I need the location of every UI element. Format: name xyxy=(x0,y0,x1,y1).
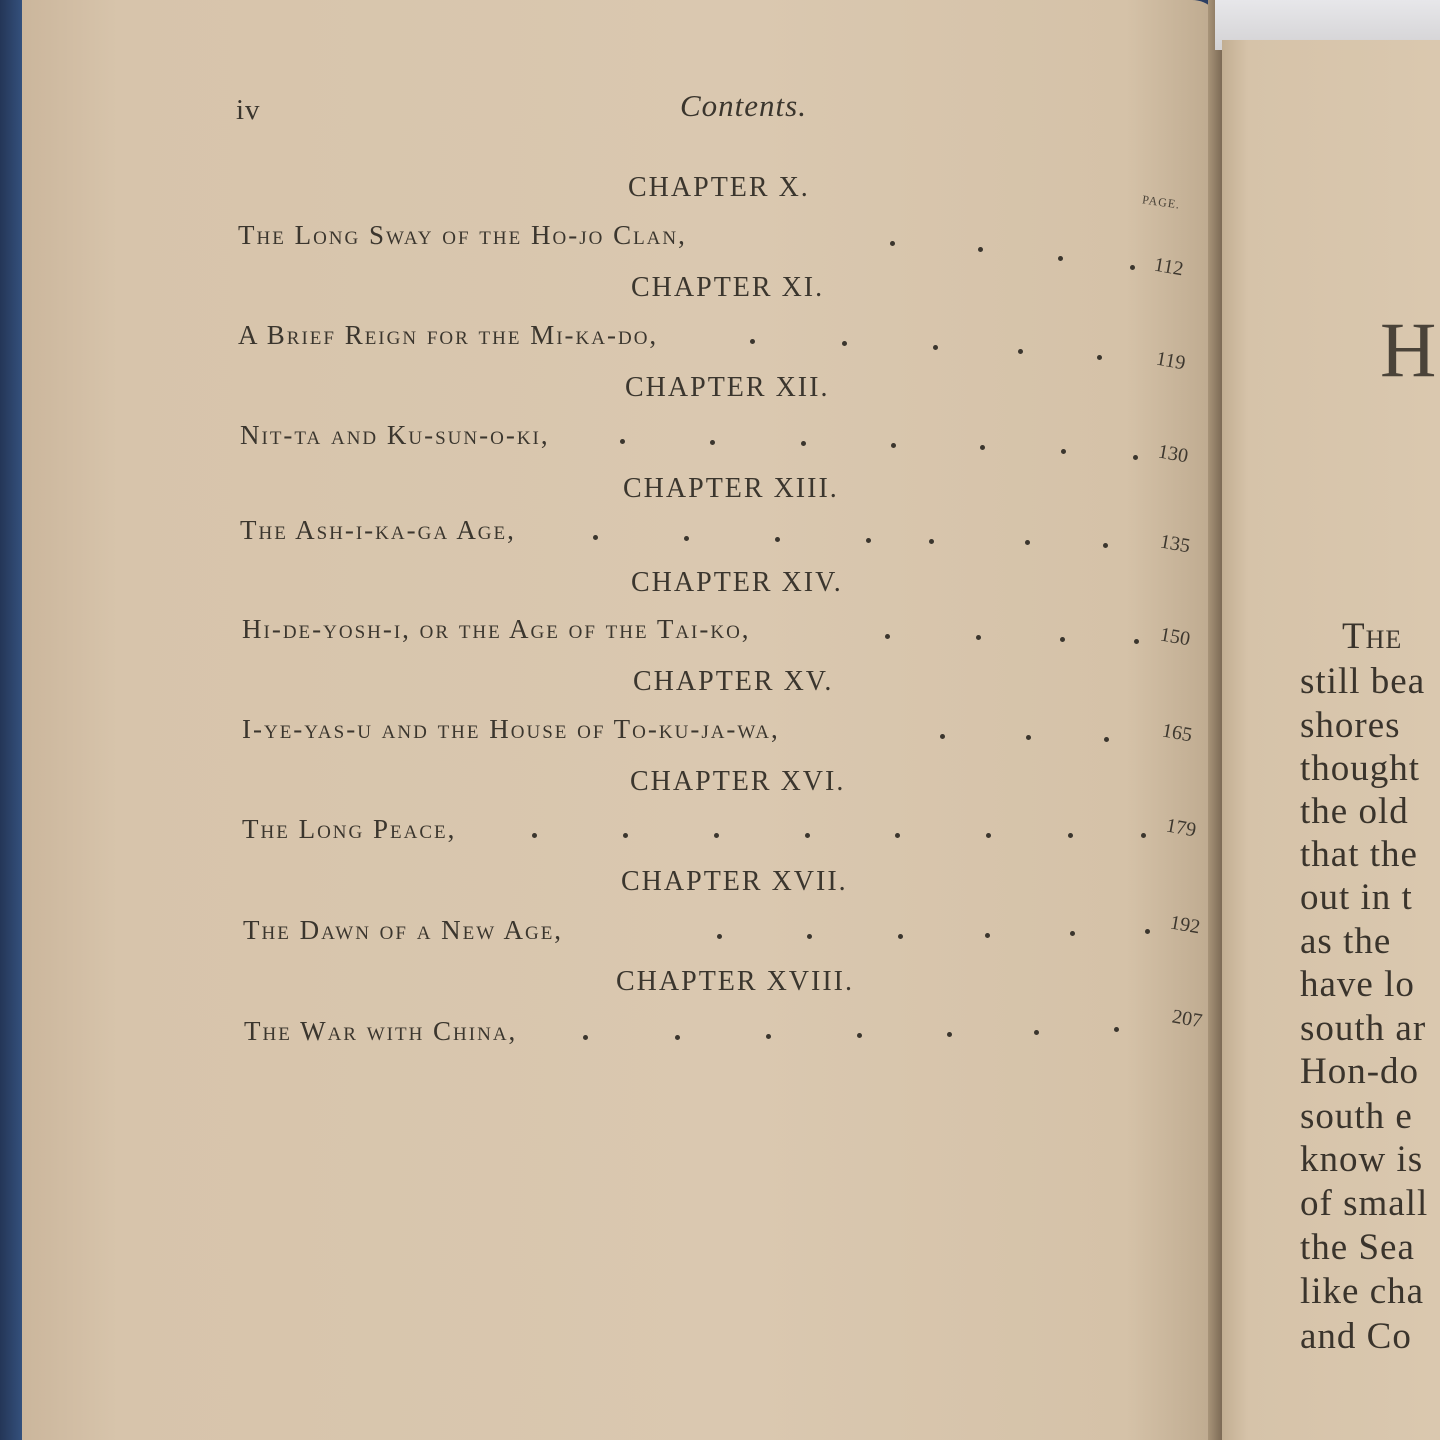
leader-dot xyxy=(1026,735,1031,740)
chapter-title: The Long Peace, xyxy=(242,814,457,844)
leader-dot xyxy=(684,536,689,541)
page-number: 135 xyxy=(1158,530,1192,558)
leader-dot xyxy=(940,734,945,739)
leader-dot xyxy=(620,439,625,444)
chapter-heading: CHAPTER XVII. xyxy=(621,866,848,897)
leader-dot xyxy=(978,247,983,252)
chapter-heading: CHAPTER XV. xyxy=(633,666,834,697)
text-line: shores xyxy=(1300,705,1401,746)
leader-dot xyxy=(1114,1027,1119,1032)
leader-dot xyxy=(1145,929,1150,934)
leader-dot xyxy=(623,833,628,838)
leader-dot xyxy=(675,1035,680,1040)
chapter-title: The Dawn of a New Age, xyxy=(243,915,564,945)
leader-dot xyxy=(895,833,900,838)
leader-dot xyxy=(1034,1030,1039,1035)
text-line: have lo xyxy=(1300,964,1415,1005)
leader-dot xyxy=(1060,637,1065,642)
page-folio: iv xyxy=(236,94,261,126)
chapter-initial: H xyxy=(1380,306,1437,393)
text-line: thought xyxy=(1300,748,1421,789)
page-number: 130 xyxy=(1156,440,1190,468)
text-line: like cha xyxy=(1300,1271,1425,1312)
leader-dot xyxy=(766,1034,771,1039)
leader-dot xyxy=(985,933,990,938)
leader-dot xyxy=(1058,256,1063,261)
leader-dot xyxy=(1070,931,1075,936)
leader-dot xyxy=(947,1032,952,1037)
leader-dot xyxy=(933,345,938,350)
leader-dot xyxy=(801,441,806,446)
leader-dot xyxy=(885,634,890,639)
text-line: know is xyxy=(1300,1139,1424,1180)
text-line: the old xyxy=(1300,791,1409,832)
leader-dot xyxy=(1134,639,1139,644)
leader-dot xyxy=(1097,355,1102,360)
leader-dot xyxy=(929,539,934,544)
leader-dot xyxy=(866,538,871,543)
page-number: 119 xyxy=(1154,347,1188,375)
leader-dot xyxy=(1018,349,1023,354)
leader-dot xyxy=(842,341,847,346)
chapter-heading: CHAPTER XVI. xyxy=(630,766,846,797)
chapter-title: I-ye-yas-u and the House of To-ku-ja-wa, xyxy=(242,714,780,744)
text-line: south e xyxy=(1300,1096,1413,1137)
chapter-heading: CHAPTER XVIII. xyxy=(616,966,854,997)
page-number: 179 xyxy=(1164,814,1198,842)
page-number: 165 xyxy=(1160,719,1194,747)
text-line: Hon-do xyxy=(1300,1051,1420,1092)
chapter-heading: CHAPTER XI. xyxy=(631,272,825,303)
leader-dot xyxy=(593,535,598,540)
leader-dot xyxy=(807,934,812,939)
leader-dot xyxy=(532,833,537,838)
leader-dot xyxy=(583,1035,588,1040)
chapter-heading: CHAPTER XIII. xyxy=(623,473,839,504)
text-line: the Sea xyxy=(1300,1227,1415,1268)
leader-dot xyxy=(986,833,991,838)
chapter-heading: CHAPTER XIV. xyxy=(631,567,843,598)
chapter-title: Hi-de-yosh-i, or the Age of the Tai-ko, xyxy=(242,614,751,644)
leader-dot xyxy=(1130,265,1135,270)
page-number: 150 xyxy=(1158,623,1192,651)
running-head xyxy=(0,86,1440,136)
page-number: 192 xyxy=(1168,911,1202,939)
leader-dot xyxy=(717,934,722,939)
leader-dot xyxy=(775,537,780,542)
text-line: out in t xyxy=(1300,877,1413,918)
leader-dot xyxy=(714,833,719,838)
leader-dot xyxy=(750,339,755,344)
leader-dot xyxy=(1103,543,1108,548)
page-number: 112 xyxy=(1152,253,1186,281)
leader-dot xyxy=(890,241,895,246)
text-line: of small xyxy=(1300,1183,1429,1224)
chapter-heading: CHAPTER XII. xyxy=(625,372,830,403)
text-line: and Co xyxy=(1300,1316,1412,1357)
chapter-title: The War with China, xyxy=(244,1016,518,1046)
chapter-heading: CHAPTER X. xyxy=(628,172,810,203)
chapter-title: A Brief Reign for the Mi-ka-do, xyxy=(238,320,659,350)
leader-dot xyxy=(805,833,810,838)
page-number: 207 xyxy=(1170,1005,1204,1033)
text-line: that the xyxy=(1300,834,1418,875)
leader-dot xyxy=(976,635,981,640)
chapter-title: The Long Sway of the Ho-jo Clan, xyxy=(238,220,687,250)
chapter-title: Nit-ta and Ku-sun-o-ki, xyxy=(240,420,550,450)
page-column-label: PAGE. xyxy=(1141,192,1182,212)
text-line: as the xyxy=(1300,921,1392,962)
leader-dot xyxy=(1133,455,1138,460)
text-line: still bea xyxy=(1300,661,1426,702)
leader-dot xyxy=(898,934,903,939)
leader-dot xyxy=(1061,449,1066,454)
running-title: Contents. xyxy=(680,88,807,123)
leader-dot xyxy=(980,445,985,450)
leader-dot xyxy=(1068,833,1073,838)
leader-dot xyxy=(891,443,896,448)
leader-dot xyxy=(857,1033,862,1038)
leader-dot xyxy=(710,440,715,445)
leader-dot xyxy=(1025,540,1030,545)
leader-dot xyxy=(1104,737,1109,742)
text-line: south ar xyxy=(1300,1008,1427,1049)
leader-dot xyxy=(1141,833,1146,838)
chapter-title: The Ash-i-ka-ga Age, xyxy=(240,515,516,545)
text-line: The xyxy=(1342,616,1403,657)
